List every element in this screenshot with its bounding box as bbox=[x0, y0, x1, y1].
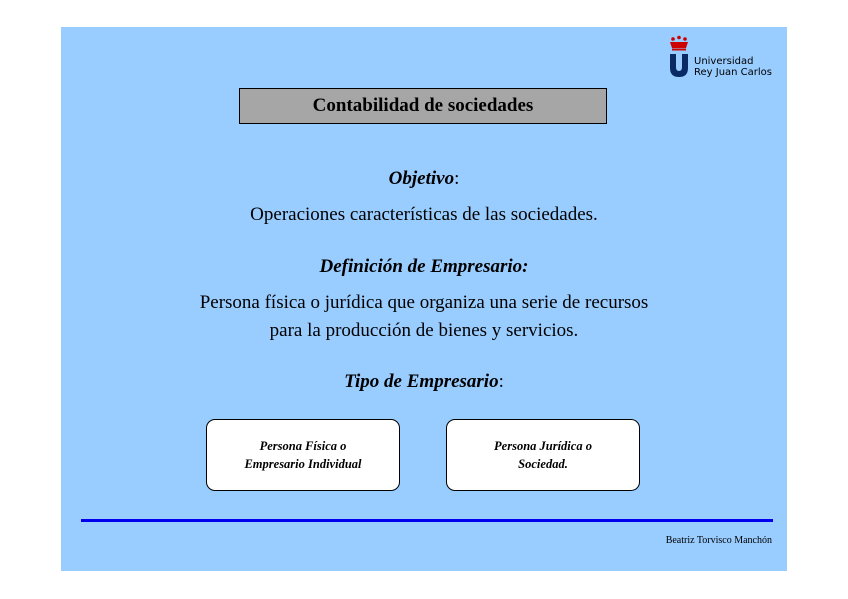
logo-line-1: Universidad bbox=[694, 56, 754, 67]
objetivo-heading-label: Objetivo bbox=[388, 168, 455, 189]
footer-divider bbox=[81, 519, 773, 522]
tipo-heading bbox=[61, 371, 787, 393]
objetivo-text: Operaciones características de las sociedades. bbox=[250, 204, 598, 225]
university-logo bbox=[667, 35, 782, 81]
definicion-text bbox=[61, 289, 787, 345]
tipo-colon: : bbox=[498, 371, 504, 392]
persona-juridica-box bbox=[446, 419, 640, 491]
logo-text bbox=[694, 56, 772, 78]
objetivo-heading bbox=[61, 168, 787, 190]
definicion-line-2: para la producción de bienes y servicios. bbox=[269, 320, 579, 341]
urjc-crown-u-icon bbox=[667, 35, 693, 79]
persona-fisica-line-1: Persona Física o bbox=[259, 439, 347, 453]
slide-title: Contabilidad de sociedades bbox=[239, 88, 607, 124]
author-credit: Beatriz Torvisco Manchón bbox=[665, 535, 772, 546]
persona-fisica-line-2: Empresario Individual bbox=[244, 457, 362, 471]
persona-fisica-box bbox=[206, 419, 400, 491]
definicion-line-1: Persona física o jurídica que organiza una serie de recursos bbox=[199, 292, 649, 313]
tipo-heading-label: Tipo de Empresario bbox=[344, 371, 499, 392]
slide bbox=[61, 27, 787, 571]
persona-juridica-line-2: Sociedad. bbox=[518, 457, 568, 471]
definicion-heading: Definición de Empresario: bbox=[319, 256, 529, 277]
persona-juridica-line-1: Persona Jurídica o bbox=[494, 439, 592, 453]
objetivo-colon: : bbox=[454, 168, 460, 189]
logo-line-2: Rey Juan Carlos bbox=[694, 67, 773, 78]
